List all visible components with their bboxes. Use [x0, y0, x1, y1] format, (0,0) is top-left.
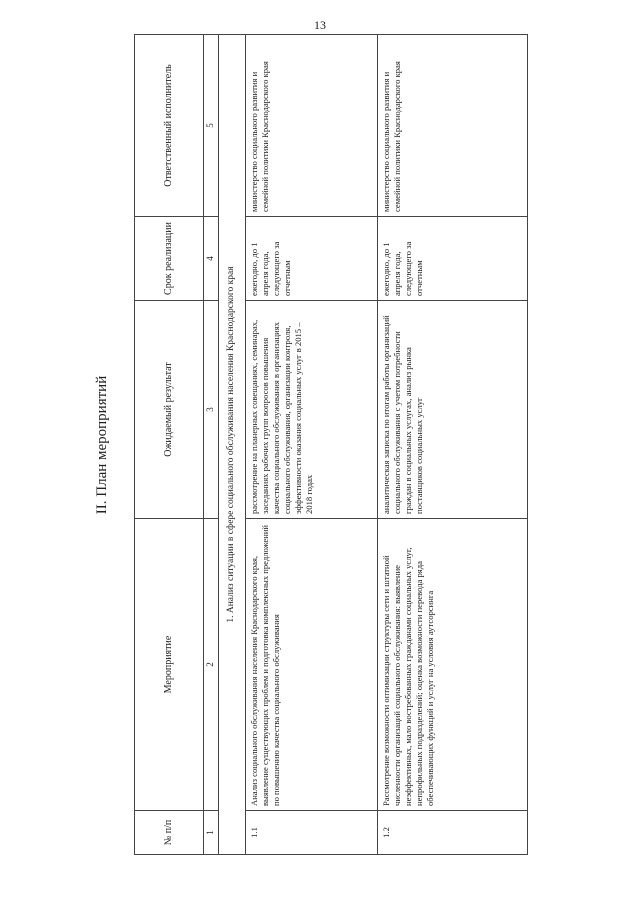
action-plan-table — [134, 34, 528, 855]
row-term: ежегодно, до 1 апреля года, следующего за отчетным — [377, 217, 527, 301]
row-result: рассмотрение на планерных совещаниях, семинарах, заседаниях рабочих групп вопросов повышения качества социального обслуживания в организациях социального обслуживания, организации контроля, эффективности оказания социальных услуг в 2015 – 2018 годах — [245, 301, 377, 519]
table-header-row — [135, 35, 204, 855]
subheading-row — [218, 35, 245, 855]
page-number: 13 — [314, 18, 326, 32]
column-number: 2 — [204, 519, 219, 811]
header-measure: Мероприятие — [135, 519, 204, 811]
header-result: Ожидаемый результат — [135, 301, 204, 519]
column-number: 1 — [204, 811, 219, 855]
row-number: 1.1 — [245, 811, 377, 855]
column-number: 4 — [204, 217, 219, 301]
table-subheading: 1. Анализ ситуации в сфере социального обслуживания населения Краснодарского края — [218, 35, 245, 855]
row-measure: Рассмотрение возможности оптимизации структуры сети и штатной численности организаций социального обслуживания: выявление неэффективных, мало востребованных гражданами социальных услуг, непрофильных подразделений; оценка возможности перевода ряда обеспечивающих функций и услуг на условия аутсорсинга — [377, 519, 527, 811]
rotated-content — [70, 35, 580, 855]
column-numbers-row — [204, 35, 219, 855]
row-measure: Анализ социального обслуживания населения Краснодарского края, выявление существующих проблем и подготовка комплексных предложений по повышению качества социального обслуживания — [245, 519, 377, 811]
column-number: 3 — [204, 301, 219, 519]
header-number: № п/п — [135, 811, 204, 855]
header-term: Срок реализации — [135, 217, 204, 301]
row-executor: министерство социального развития и семейной политики Краснодарского края — [377, 35, 527, 217]
row-executor: министерство социального развития и семейной политики Краснодарского края — [245, 35, 377, 217]
row-result: аналитическая записка по итогам работы организаций социального обслуживания с учетом потребности граждан в социальных услугах, анализ рынка поставщиков социальных услуг — [377, 301, 527, 519]
row-number: 1.2 — [377, 811, 527, 855]
table-row — [377, 35, 527, 855]
table-row — [245, 35, 377, 855]
section-title: II. План мероприятий — [94, 375, 110, 515]
header-executor: Ответственный исполнитель — [135, 35, 204, 217]
row-term: ежегодно, до 1 апреля года, следующего за отчетным — [245, 217, 377, 301]
column-number: 5 — [204, 35, 219, 217]
